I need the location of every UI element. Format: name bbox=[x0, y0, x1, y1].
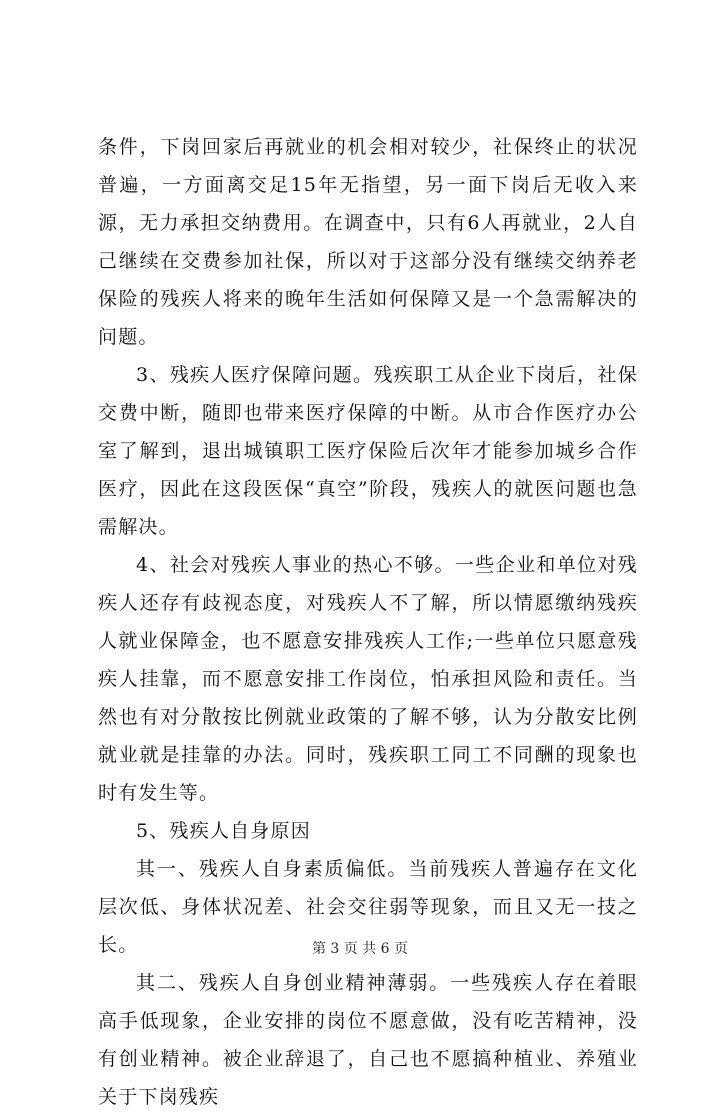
paragraph-4: 5、残疾人自身原因 bbox=[136, 820, 311, 842]
paragraph-3: 4、社会对残疾人事业的热心不够。一些企业和单位对残疾人还存有歧视态度，对残疾人不了解，所以情愿缴纳残疾人就业保障金，也不愿意安排残疾人工作;一些单位只愿意残疾人挂靠，而不愿意安排工作岗位，怕承担风险和责任。当然也有对分散按比例就业政策的了解不够，认为分散安比例就业就是挂靠的办法。同时，残疾职工同工不同酬的现象也时有发生等。 bbox=[98, 554, 638, 804]
paragraph-6: 其二、残疾人自身创业精神薄弱。一些残疾人存在着眼高手低现象，企业安排的岗位不愿意做，没有吃苦精神，没有创业精神。被企业辞退了，自己也不愿搞种植业、养殖业关于下岗残疾 bbox=[98, 972, 638, 1108]
paragraph-5: 其一、残疾人自身素质偏低。当前残疾人普遍存在文化层次低、身体状况差、社会交往弱等现象，而且又无一技之长。 bbox=[98, 858, 638, 956]
paragraph-1: 条件，下岗回家后再就业的机会相对较少，社保终止的状况普遍，一方面离交足15年无指望，另一面下岗后无收入来源，无力承担交纳费用。在调查中，只有6人再就业，2人自己继续在交费参加社保，所以对于这部分没有继续交纳养老保险的残疾人将来的晚年生活如何保障又是一个急需解决的问题。 bbox=[98, 136, 638, 348]
paragraph-2: 3、残疾人医疗保障问题。残疾职工从企业下岗后，社保交费中断，随即也带来医疗保障的中断。从市合作医疗办公室了解到，退出城镇职工医疗保险后次年才能参加城乡合作医疗，因此在这段医保“真空”阶段，残疾人的就医问题也急需解决。 bbox=[98, 364, 638, 538]
document-body bbox=[98, 128, 638, 1116]
page-number-footer: 第 3 页 共 6 页 bbox=[311, 941, 409, 957]
